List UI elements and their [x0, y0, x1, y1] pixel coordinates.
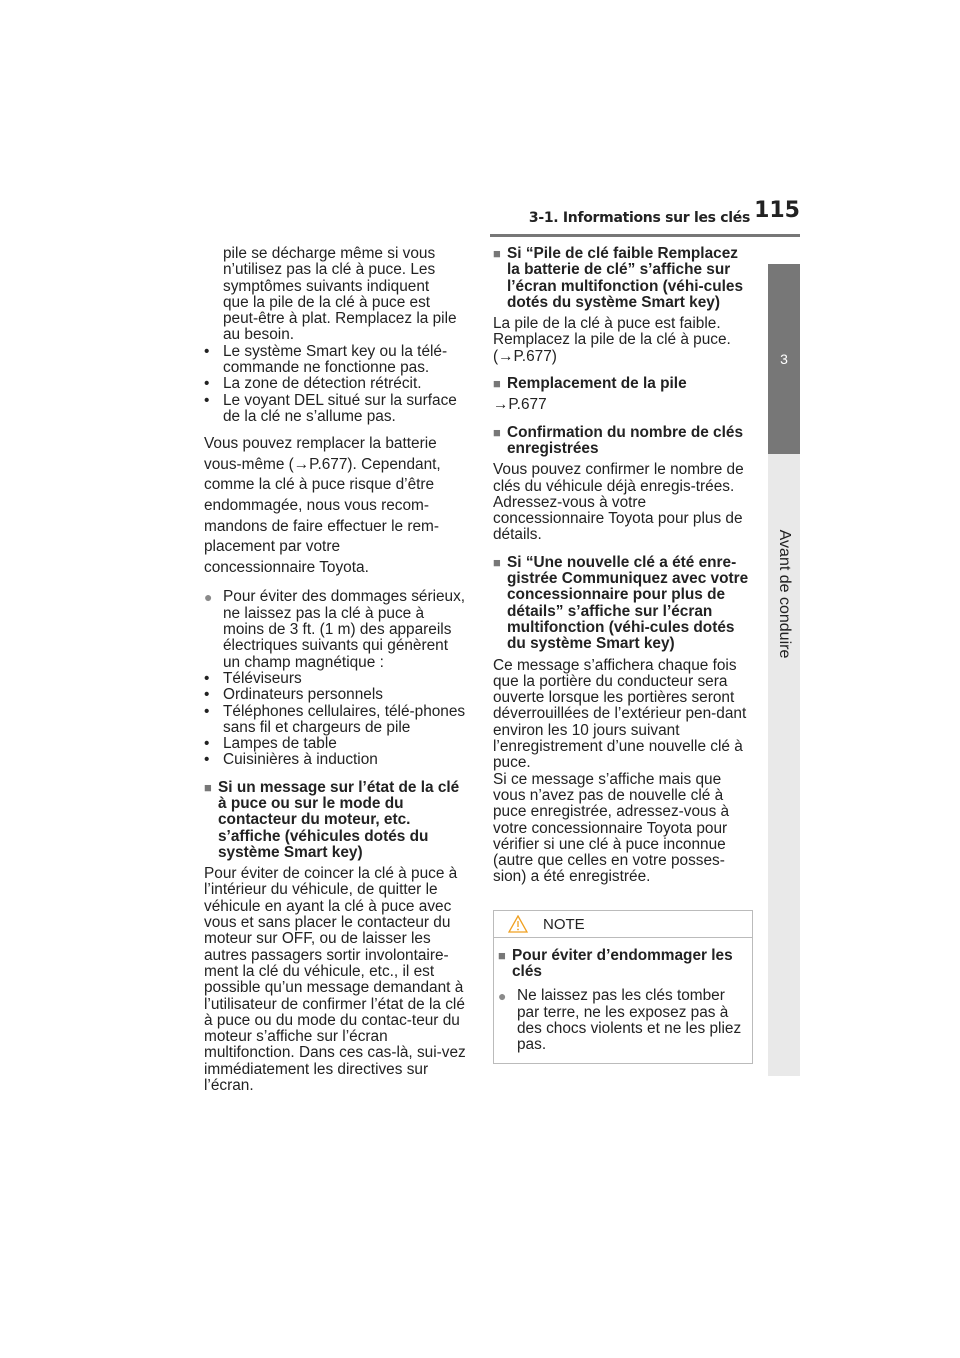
bullet-icon: • — [204, 735, 210, 753]
section-heading — [493, 246, 753, 311]
circle-item — [498, 988, 744, 1053]
page-header — [490, 198, 800, 237]
text-line: mandons de faire effectuer le rem- — [204, 517, 439, 535]
text-line: symptômes suivants indiquent — [223, 277, 430, 295]
note-label: NOTE — [543, 915, 585, 933]
body-paragraph: →P.677 — [493, 396, 547, 414]
list-item — [204, 376, 468, 392]
section-heading — [204, 780, 468, 861]
heading-text: Si un message sur l’état de la clé à puce ou sur le mode du contacteur du moteur, etc. s’affiche (véhicules dotés du système Smart key) — [218, 778, 460, 861]
note-header — [494, 911, 752, 938]
bullet-icon: • — [204, 702, 210, 720]
circle-item — [204, 589, 468, 670]
list-item-text: Téléphones cellulaires, télé-phones sans fil et chargeurs de pile — [223, 702, 466, 736]
text-line: concessionnaire Toyota. — [204, 558, 369, 576]
text-line: n’utilisez pas la clé à puce. Les — [223, 261, 436, 279]
square-bullet-icon: ■ — [498, 947, 506, 963]
text-line: pile se décharge même si vous — [223, 245, 436, 262]
list-item-text: Cuisinières à induction — [223, 751, 378, 769]
list-item-text: Téléviseurs — [223, 669, 302, 687]
square-bullet-icon: ■ — [493, 424, 501, 440]
section-heading — [493, 425, 753, 458]
right-column — [493, 246, 753, 1064]
body-paragraph: Ce message s’affichera chaque fois que la portière du conducteur sera ouverte lorsque les portières seront déverrouillées de l’extérieur pen-dant environ les 10 jours suivant l’enregistrement d’une nouvelle clé à puce. — [493, 656, 747, 772]
list-item — [204, 704, 468, 737]
note-body — [494, 938, 752, 1054]
section-heading — [493, 376, 753, 392]
bullet-icon: • — [204, 686, 210, 704]
body-paragraph: La pile de la clé à puce est faible. Remplacez la pile de la clé à puce. (→P.677) — [493, 315, 731, 365]
section-title: 3-1. Informations sur les clés — [528, 210, 750, 226]
circle-item-text: Ne laissez pas les clés tomber par terre, ne les exposez pas à des chocs violents et ne les pliez pas. — [517, 987, 742, 1054]
list-item-text: Lampes de table — [223, 735, 337, 753]
square-bullet-icon: ■ — [493, 246, 501, 261]
battery-paragraph — [204, 434, 468, 578]
list-item-text: Le voyant DEL situé sur la surface de la clé ne s’allume pas. — [223, 391, 457, 425]
list-item — [204, 752, 468, 768]
body-paragraph: Pour éviter de coincer la clé à puce à l’intérieur du véhicule, de quitter le véhicule en ayant la clé à puce avec vous et sans placer le contacteur du moteur sur OFF, ou de laisser les autres passagers sortir involontaire-ment la clé du véhicule, etc., il est possible qu’un message demandant à l’utilisateur de confirmer l’état de la clé à puce ou du mode du contac-teur du moteur s’affiche sur l’écran multifonction. Dans ces cas-là, sui-vez immédiatement les directives sur l’écran. — [204, 865, 466, 1095]
text-line: peut-être à plat. Remplacez la pile — [223, 310, 457, 328]
chapter-side-tab — [768, 264, 800, 1076]
heading-text: Confirmation du nombre de clés enregistrées — [507, 423, 744, 457]
list-item-text: Ordinateurs personnels — [223, 686, 383, 704]
text-line: endommagée, nous vous recom- — [204, 497, 429, 515]
heading-text: Si “Une nouvelle clé a été enre-gistrée Communiquez avec votre concessionnaire pour plus de détails” s’affiche sur l’écran multifonction (véhi-cules dotés du système Smart key) — [507, 553, 749, 653]
chapter-number: 3 — [768, 264, 800, 454]
list-item — [204, 671, 468, 687]
square-bullet-icon: ■ — [493, 376, 501, 392]
chapter-label: Avant de conduire — [776, 529, 793, 659]
bullet-icon: • — [204, 751, 210, 769]
bullet-icon: • — [204, 391, 210, 409]
circle-bullet-icon: ● — [204, 589, 213, 606]
text-line: Vous pouvez remplacer la batterie — [204, 435, 437, 453]
warning-icon — [508, 915, 528, 942]
text-line: que la pile de la clé à puce est — [223, 293, 431, 311]
body-paragraph: Si ce message s’affiche mais que vous n’avez pas de nouvelle clé à puce enregistrée, adressez-vous à votre concessionnaire Toyota pour vérifier si une clé à puce inconnue (autre que celles en votre posses-sion) a été enregistrée. — [493, 770, 730, 886]
bullet-icon: • — [204, 669, 210, 687]
circle-bullet-icon: ● — [498, 988, 507, 1005]
list-item — [204, 344, 468, 377]
bullet-icon: • — [204, 375, 210, 393]
heading-text: Pour éviter d’endommager les clés — [512, 946, 733, 980]
list-item — [204, 393, 468, 426]
list-item-text: Le système Smart key ou la télé-commande ne fonctionne pas. — [223, 342, 448, 377]
list-item — [204, 687, 468, 703]
text-line: vous-même (→P.677). Cependant, — [204, 455, 441, 473]
heading-text: Si “Pile de clé faible Remplacez la batterie de clé” s’affiche sur l’écran multifonction (véhi-cules dotés du système Smart key) — [507, 245, 744, 311]
note-heading — [498, 948, 744, 981]
circle-item-text: Pour éviter des dommages sérieux, ne laissez pas la clé à puce à moins de 3 ft. (1 m) des appareils électriques suivants qui génèrent un champ magnétique : — [223, 588, 466, 671]
text-line: placement par votre — [204, 538, 341, 556]
bullet-icon: • — [204, 342, 210, 360]
body-paragraph: Vous pouvez confirmer le nombre de clés du véhicule déjà enregis-trées. Adressez-vous à votre concessionnaire Toyota pour plus de détails. — [493, 461, 744, 544]
left-column — [204, 246, 468, 1094]
square-bullet-icon: ■ — [204, 779, 212, 795]
continued-text — [204, 246, 468, 344]
heading-text: Remplacement de la pile — [507, 375, 687, 393]
list-item — [204, 736, 468, 752]
list-item-text: La zone de détection rétrécit. — [223, 375, 422, 393]
page-number: 115 — [754, 198, 800, 223]
note-box — [493, 910, 753, 1065]
square-bullet-icon: ■ — [493, 554, 501, 570]
text-line: au besoin. — [223, 326, 295, 344]
text-line: comme la clé à puce risque d’être — [204, 476, 435, 494]
section-heading — [493, 555, 753, 653]
